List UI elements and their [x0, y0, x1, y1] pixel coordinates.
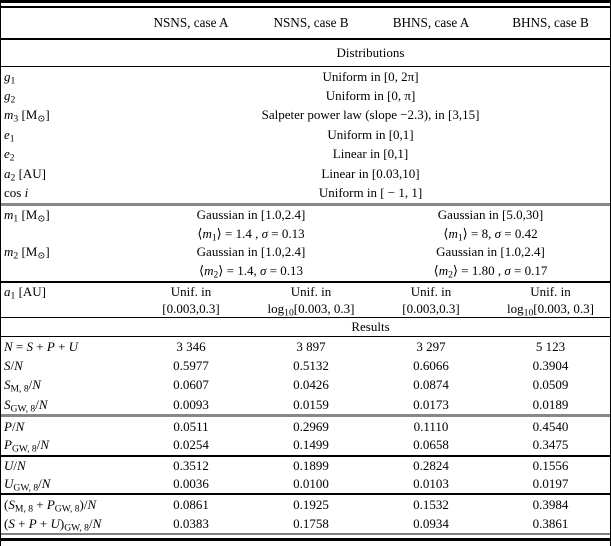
cell-value: 0.2824: [413, 457, 449, 473]
cell-value: 3 897: [296, 338, 326, 354]
row-label: $P_{GW, 8}/N$: [4, 437, 49, 456]
table-row-ugw8-n: [1, 475, 610, 495]
cell-value: Linear in [0.03,10]: [321, 165, 420, 181]
row-label: cos i: [4, 185, 29, 201]
column-header-bhns-b: BHNS, case B: [512, 15, 589, 30]
column-header-row: [1, 8, 610, 40]
section-header-distributions: [1, 40, 610, 67]
cell-line: Gaussian in [1.0,2.4]: [436, 244, 545, 260]
cell-value: 0.4540: [532, 418, 569, 434]
table-row-a1: [1, 283, 610, 318]
row-label: $U_{GW, 8}/N$: [4, 475, 51, 494]
cell-value: 0.0189: [532, 396, 569, 412]
section-title: Results: [351, 318, 390, 334]
table-row-n: [1, 337, 610, 356]
cell-value: 0.1532: [413, 496, 449, 512]
table-row-e2: [1, 145, 610, 164]
cell-value: 0.0383: [173, 515, 209, 531]
cell-value: [371, 283, 491, 317]
cell-value-nsns: [131, 206, 371, 244]
table-bottom-rule: [1, 533, 610, 541]
cell-value: [251, 283, 371, 317]
table-row-sm8-plus-pgw8-n: [1, 495, 610, 514]
table-row-u-n: [1, 457, 610, 475]
cell-value: 0.1499: [293, 437, 329, 453]
cell-value: 0.6066: [413, 358, 449, 373]
cell-line: Gaussian in [1.0,2.4]: [196, 206, 306, 222]
cell-value: 0.3904: [532, 358, 569, 373]
row-label: $m_2$ $[M_⊙]$: [4, 244, 50, 263]
table-row-spu-gw8-n: [1, 514, 610, 533]
row-label: $S_{M, 8}/N$: [4, 377, 41, 396]
cell-value: 0.0509: [532, 377, 569, 393]
column-header-bhns-a: BHNS, case A: [392, 15, 470, 30]
cell-value: 0.0254: [173, 437, 209, 453]
section-title: Distributions: [336, 45, 405, 60]
table-row-s-n: [1, 356, 610, 375]
table-row-a2: [1, 164, 610, 183]
cell-value: Uniform in [0,1]: [327, 126, 414, 142]
row-label: $a_1$ [AU]: [4, 283, 46, 302]
row-label: U/N: [4, 457, 26, 473]
cell-value: 0.0036: [173, 475, 209, 491]
table-row-sm8-n: [1, 376, 610, 395]
cell-value: 0.3475: [532, 437, 569, 453]
column-header-nsns-b: NSNS, case B: [273, 15, 349, 30]
cell-value: 0.0173: [413, 396, 449, 412]
cell-value: Salpeter power law (slope −2.3), in [3,15]: [261, 107, 480, 123]
column-header-nsns-a: NSNS, case A: [153, 15, 229, 30]
cell-value: 3 297: [416, 338, 446, 354]
cell-line: [0.003,0.3]: [402, 300, 460, 316]
cell-value: Uniform in [0, π]: [325, 88, 416, 104]
cell-value-bhns: [371, 243, 610, 281]
cell-line: Unif. in: [290, 283, 332, 299]
table-row-sgw8-n: [1, 395, 610, 417]
row-label: $a_2$ [AU]: [4, 165, 46, 184]
table-row-pgw8-n: [1, 436, 610, 457]
cell-value: 0.0607: [173, 377, 209, 393]
cell-line: Unif. in: [170, 283, 212, 299]
cell-value: 5 123: [535, 338, 566, 354]
cell-value: 0.3984: [532, 496, 569, 512]
cell-line: $⟨m_1⟩ = 1.4$ , σ = 0.13: [197, 225, 305, 244]
cell-line: Unif. in: [410, 283, 452, 299]
cell-line: $⟨m_2⟩ = 1.80$ , σ = 0.17: [433, 263, 548, 281]
table-row-g1: [1, 67, 610, 86]
cell-value: 0.5977: [173, 358, 209, 373]
cell-value: 0.0197: [532, 475, 569, 491]
cell-value: 0.0861: [173, 496, 209, 512]
table-top-rule: [1, 0, 610, 8]
cell-value: [131, 283, 251, 317]
row-label: P/N: [4, 418, 25, 434]
cell-value: 0.5132: [293, 358, 329, 373]
row-label: $S_{GW, 8}/N$: [4, 396, 48, 415]
table-row-m1: [1, 203, 610, 244]
cell-value: 0.0934: [413, 515, 449, 531]
row-label: N = S + P + U: [4, 338, 79, 354]
cell-line: $\log_{10}[0.003$, 0.3]: [507, 300, 594, 319]
cell-line: [0.003,0.3]: [162, 300, 220, 316]
cell-value: 0.0159: [293, 396, 329, 412]
row-label: $m_3$ $[M_⊙]$: [4, 107, 50, 126]
table-row-e1: [1, 125, 610, 144]
cell-value: 3 346: [176, 338, 206, 354]
cell-value: 0.0103: [413, 475, 449, 491]
cell-line: $\log_{10}[0.003$, 0.3]: [267, 300, 355, 319]
cell-line: Gaussian in [1.0,2.4]: [196, 244, 306, 260]
cell-value: Uniform in [0, 2π]: [322, 68, 419, 84]
cell-value: 0.1925: [293, 496, 329, 512]
cell-value: 0.3861: [532, 515, 569, 531]
row-label: S/N: [4, 358, 23, 373]
cell-value: 0.1899: [293, 457, 329, 473]
cell-value: Linear in [0,1]: [332, 146, 409, 162]
cell-value: 0.0874: [413, 377, 449, 393]
cell-value: 0.2969: [293, 418, 329, 434]
table-row-cosi: [1, 183, 610, 202]
row-label: $g_1$: [4, 68, 16, 87]
row-label: $(S + P + U)_{GW, 8}/N$: [4, 515, 102, 534]
table-row-p-n: [1, 417, 610, 436]
cell-value: 0.1110: [413, 418, 449, 434]
cell-line: Gaussian in [5.0,30]: [437, 206, 544, 222]
row-label: $(S_{M, 8} + P_{GW, 8})/N$: [4, 496, 97, 515]
cell-value: 0.0658: [413, 437, 449, 453]
section-header-results: [1, 318, 610, 337]
cell-value: 0.1758: [293, 515, 329, 531]
cell-value: 0.0100: [293, 475, 329, 491]
row-label: $e_1$: [4, 126, 15, 145]
cell-value: 0.3512: [173, 457, 209, 473]
cell-line: $⟨m_1⟩ = 8$, σ = 0.42: [443, 225, 538, 244]
cell-value: Uniform in [ − 1, 1]: [318, 185, 423, 201]
cell-value: 0.0093: [173, 396, 209, 412]
table-row-m3: [1, 106, 610, 125]
cell-value: 0.0426: [293, 377, 329, 393]
cell-value-nsns: [131, 243, 371, 281]
cell-line: $⟨m_2⟩ = 1.4$, σ = 0.13: [199, 263, 303, 281]
row-label: $m_1$ $[M_⊙]$: [4, 206, 50, 225]
cell-value-bhns: [371, 206, 610, 244]
table-row-g2: [1, 86, 610, 105]
row-label: $e_2$: [4, 146, 15, 164]
table-row-m2: [1, 243, 610, 283]
cell-value: [491, 283, 610, 317]
cell-value: 0.1556: [532, 457, 569, 473]
cell-line: Unif. in: [530, 283, 571, 299]
cell-value: 0.0511: [173, 418, 209, 434]
row-label: $g_2$: [4, 88, 16, 106]
